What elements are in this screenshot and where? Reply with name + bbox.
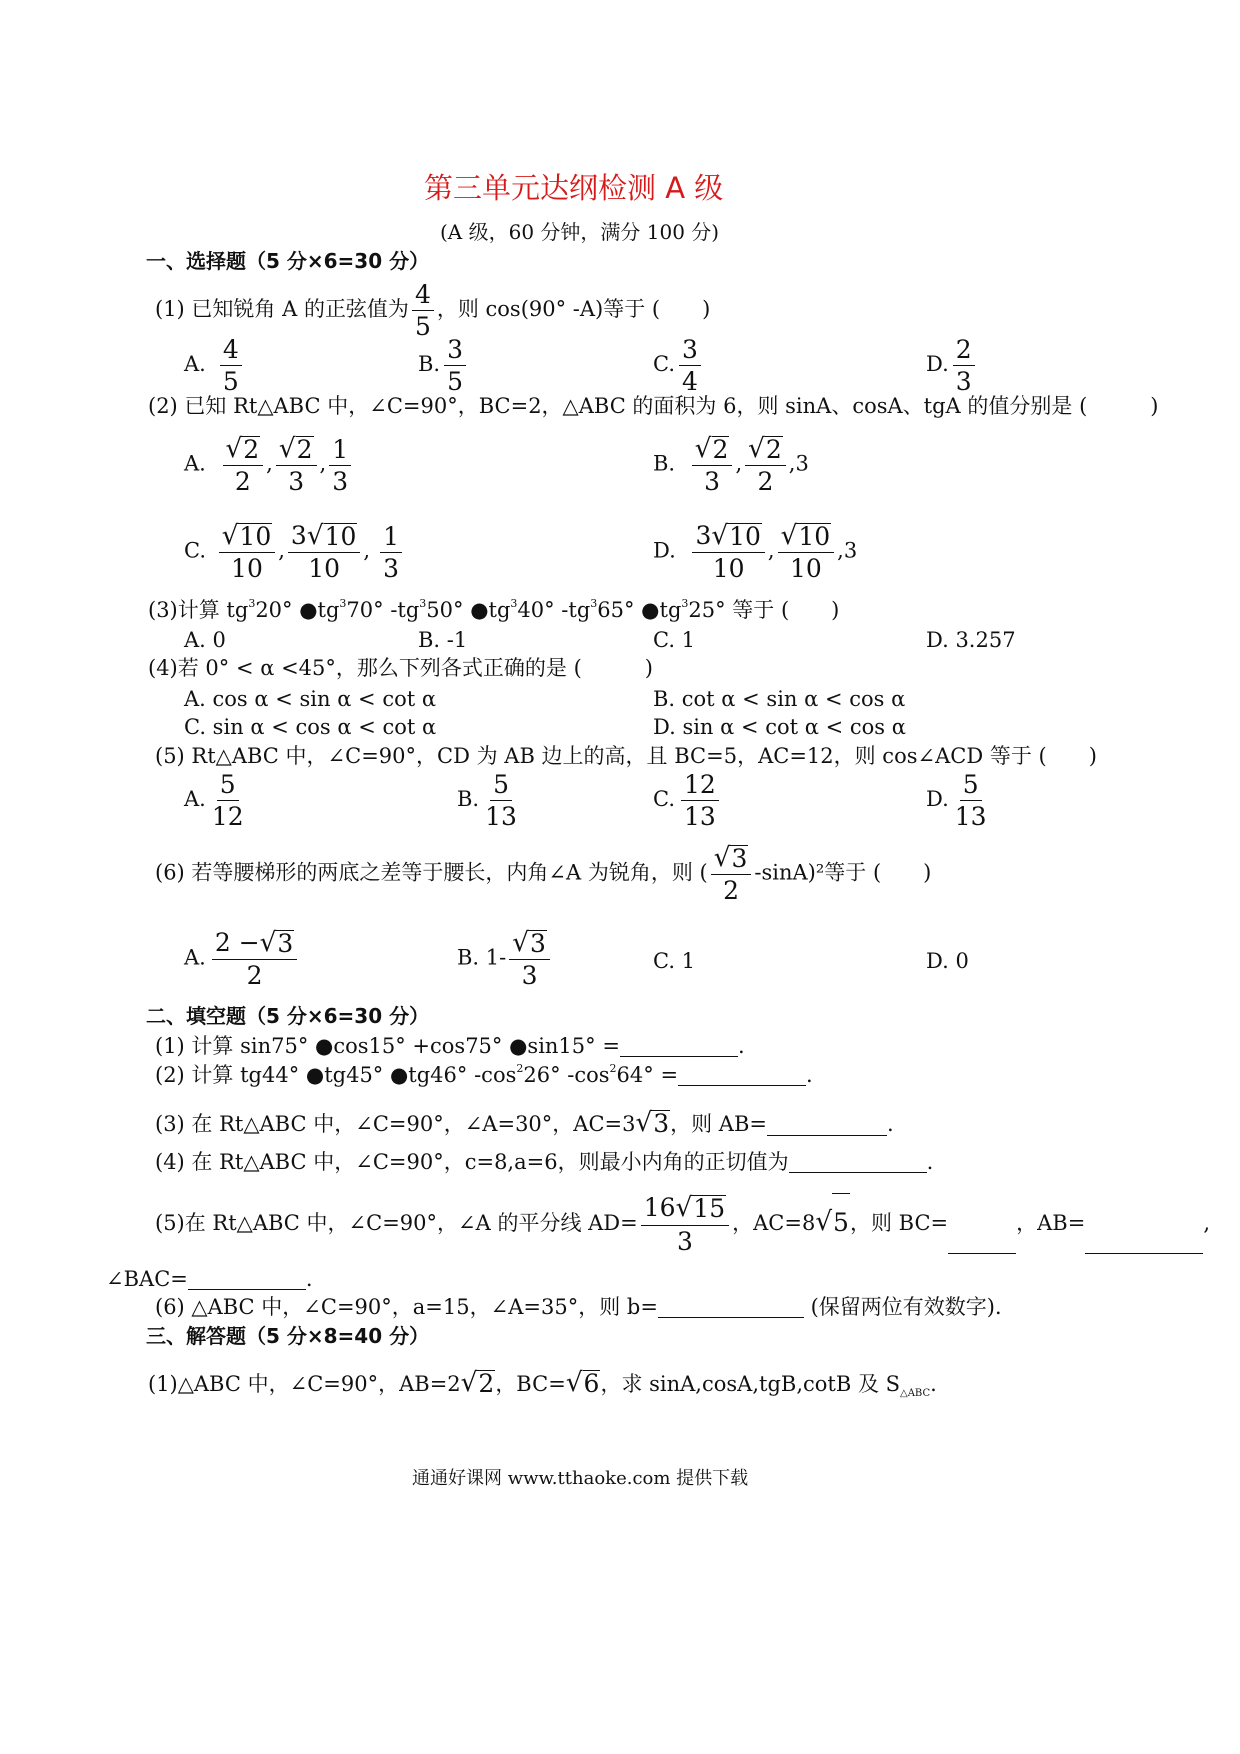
q2-option-b: B. √ 2 3 , √ 2 2 ,3 xyxy=(653,434,809,497)
q2-option-a: A. √ 2 2 , √ 2 3 , $\frac{1}{3}$ xyxy=(184,436,354,494)
page-title: 第三单元达纲检测 A 级 xyxy=(424,171,724,205)
question-6: (6) 若等腰梯形的两底之差等于腰长，内角∠A 为锐角，则 ( √ 3 2 -sinA)²等于 ( ) xyxy=(155,843,932,906)
answer-1: (1)△ABC 中，∠C=90°，AB=2 √ 2 ，BC= √ 6 ，求 sinA,cosA,tgB,cotB 及 $S_{\triangle ABC}$. xyxy=(148,1368,937,1400)
q3-option-a: A. 0 xyxy=(184,628,226,652)
q6-option-b: B. 1- √ 3 3 xyxy=(457,930,553,988)
question-1 xyxy=(155,282,710,339)
q6-option-a: A. 2 − √ 3 2 xyxy=(184,930,300,988)
fill-1: (1) 计算 sin75° ●cos15° +cos75° ●sin15° = . xyxy=(155,1034,745,1058)
q5-option-d: D. $\frac{5}{13}$ xyxy=(926,770,987,831)
q2-option-c: C. √ 10 10 , 3 √ 10 10 , $\frac{1}{3}$ xyxy=(184,523,405,581)
question-2: (2) 已知 Rt△ABC 中，∠C=90°，BC=2，△ABC 的面积为 6，则 sinA、cosA、tgA 的值分别是 ( ) xyxy=(148,394,1159,418)
page-subtitle: (A 级，60 分钟，满分 100 分) xyxy=(440,220,720,244)
q4-option-b: B. cot α < sin α < cos α xyxy=(653,687,906,711)
q1-prefix: (1) 已知锐角 A 的正弦值为 xyxy=(155,297,409,321)
q1-option-a: A. $\frac{4}{5}$ xyxy=(184,337,245,394)
q1-suffix: ，则 cos(90° -A)等于 ( ) xyxy=(436,297,711,321)
q3-option-c: C. 1 xyxy=(653,628,696,652)
question-4: (4)若 0° < α <45°，那么下列各式正确的是 ( ) xyxy=(148,656,653,680)
fill-2: (2) 计算 tg44° ●tg45° ●tg46° $-\cos^226^\circ$ $-\cos^264^\circ$ = . xyxy=(155,1062,813,1087)
section-fill-in: 二、填空题（5 分×6=30 分） xyxy=(146,1004,430,1028)
q6-option-d: D. 0 xyxy=(926,949,969,973)
q5-option-b: B. $\frac{5}{13}$ xyxy=(457,770,517,831)
q5-option-a: A. $\frac{5}{12}$ xyxy=(184,770,244,831)
q1-option-b: B. $\frac{3}{5}$ xyxy=(418,337,469,394)
question-5: (5) Rt△ABC 中，∠C=90°，CD 为 AB 边上的高，且 BC=5，AC=12，则 cos∠ACD 等于 ( ) xyxy=(155,744,1097,768)
q6-option-c: C. 1 xyxy=(653,949,696,973)
fill-3: (3) 在 Rt△ABC 中，∠C=90°，∠A=30°，AC=3 √ 3 ，则 AB= . xyxy=(155,1108,894,1138)
fill-5: (5)在 Rt△ABC 中，∠C=90°，∠A 的平分线 AD= 16 √ 15 3 ，AC=8 √ 5 ，则 BC= ，AB= , xyxy=(155,1193,1211,1256)
q5-option-c: C. $\frac{12}{13}$ xyxy=(653,772,722,829)
q3-option-d: D. 3.257 xyxy=(926,628,1016,652)
q1-option-c: C. $\frac{3}{4}$ xyxy=(653,337,704,394)
section-choice: 一、选择题（5 分×6=30 分） xyxy=(146,249,430,273)
q2-option-d: D. 3 √ 10 10 , √ 10 10 ,3 xyxy=(653,521,858,584)
q1-fraction: $\frac{4}{5}$ xyxy=(412,282,434,339)
question-3: (3)计算 $tg^320^\circ$ $●tg^370^\circ$ $-tg^350^\circ$ $●tg^340^\circ$ $-tg^365^\circ$ $●tg^325^\circ$ 等于 ( ) xyxy=(148,597,840,622)
page-footer: 通通好课网 www.tthaoke.com 提供下载 xyxy=(412,1468,749,1489)
fill-5-angle: ∠BAC= . xyxy=(106,1267,313,1291)
section-answers: 三、解答题（5 分×8=40 分） xyxy=(146,1324,430,1348)
q4-option-a: A. cos α < sin α < cot α xyxy=(184,687,437,711)
q3-option-b: B. -1 xyxy=(418,628,468,652)
q4-option-c: C. sin α < cos α < cot α xyxy=(184,715,437,739)
fill-6: (6) △ABC 中，∠C=90°，a=15，∠A=35°，则 b= (保留两位有效数字)． xyxy=(155,1295,1016,1319)
fill-4: (4) 在 Rt△ABC 中，∠C=90°，c=8,a=6，则最小内角的正切值为 . xyxy=(155,1150,934,1174)
q4-option-d: D. sin α < cot α < cos α xyxy=(653,715,906,739)
q1-option-d: D. $\frac{2}{3}$ xyxy=(926,337,978,394)
